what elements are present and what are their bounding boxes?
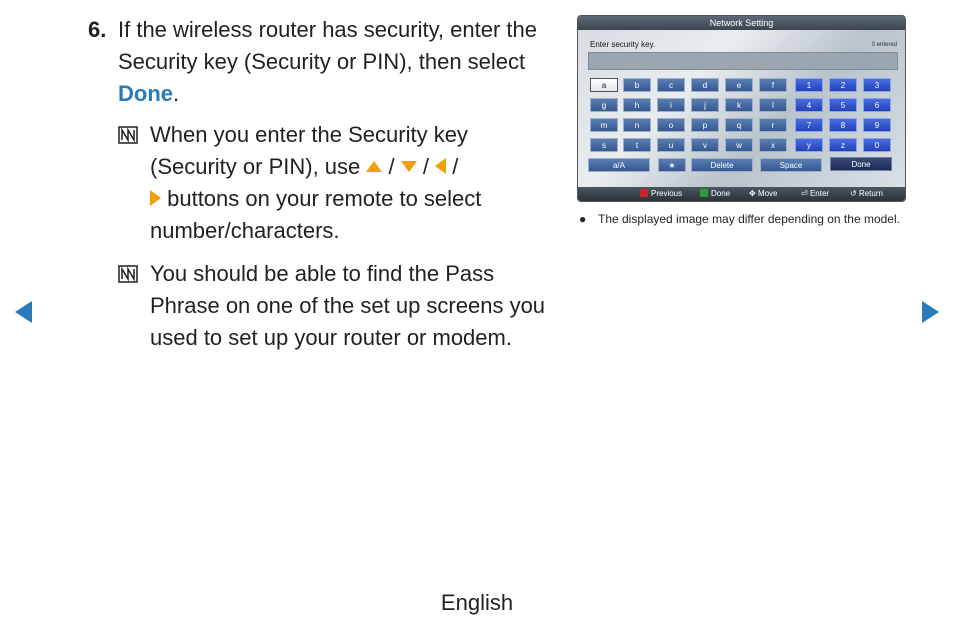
key-e: e <box>725 78 753 92</box>
arrow-down-icon <box>401 161 417 172</box>
help-return-label: Return <box>858 189 883 198</box>
help-move-label: Move <box>757 189 778 198</box>
note-icon <box>118 126 138 144</box>
key-o: o <box>657 118 685 132</box>
key-n: n <box>623 118 651 132</box>
key-y: y <box>795 138 823 152</box>
key-star: ★ <box>658 158 686 172</box>
next-page-arrow-icon[interactable] <box>922 301 939 323</box>
key-z: z <box>829 138 857 152</box>
entered-count: 0 entered <box>871 42 897 48</box>
arrow-left-icon <box>435 158 446 174</box>
security-key-label: Enter security key. <box>590 40 656 49</box>
key-p: p <box>691 118 719 132</box>
key-j: j <box>691 98 719 112</box>
help-previous-label: Previous <box>651 189 683 198</box>
red-button-icon <box>640 189 648 197</box>
key-6: 6 <box>863 98 891 112</box>
note-text <box>118 119 538 247</box>
key-g: g <box>590 98 618 112</box>
key-8: 8 <box>829 118 857 132</box>
move-icon: ✥ <box>749 189 756 198</box>
key-u: u <box>657 138 685 152</box>
key-f: f <box>759 78 787 92</box>
help-enter-label: Enter <box>809 189 830 198</box>
help-bar <box>578 187 905 201</box>
key-2: 2 <box>829 78 857 92</box>
key-r: r <box>759 118 787 132</box>
green-button-icon <box>700 189 708 197</box>
key-space: Space <box>760 158 822 172</box>
key-5: 5 <box>829 98 857 112</box>
note1-text-end: buttons on your remote to select number/characters. <box>150 186 482 243</box>
help-move <box>749 187 778 201</box>
note-icon <box>118 265 138 283</box>
note2-text: You should be able to find the Pass Phrase on one of the set up screens you used to set up your router or modem. <box>150 261 546 350</box>
security-key-input <box>588 52 898 70</box>
note1-text-start: When you enter the Security key (Security or PIN), use <box>150 122 468 179</box>
separator: / <box>416 154 436 179</box>
key-t: t <box>623 138 651 152</box>
help-done-label: Done <box>711 189 731 198</box>
image-caption <box>579 210 909 228</box>
help-done <box>700 187 730 201</box>
key-done: Done <box>830 157 892 171</box>
help-enter <box>801 187 829 201</box>
separator: / <box>382 154 401 179</box>
key-a: a <box>590 78 618 92</box>
network-setting-screenshot <box>577 15 906 202</box>
key-h: h <box>623 98 651 112</box>
key-delete: Delete <box>691 158 753 172</box>
arrow-up-icon <box>366 161 382 172</box>
arrow-right-icon <box>150 190 161 206</box>
screen-title: Network Setting <box>578 16 905 30</box>
key-k: k <box>725 98 753 112</box>
key-1: 1 <box>795 78 823 92</box>
key-v: v <box>691 138 719 152</box>
bullet: ● <box>579 212 587 226</box>
key-m: m <box>590 118 618 132</box>
help-previous <box>640 187 682 201</box>
help-return <box>850 187 883 201</box>
return-icon: ↺ <box>850 189 857 198</box>
step-number: 6. <box>88 17 107 42</box>
key-i: i <box>657 98 685 112</box>
key-x: x <box>759 138 787 152</box>
footer-language: English <box>440 590 514 615</box>
note-security-key <box>118 119 538 247</box>
key-q: q <box>725 118 753 132</box>
key-l: l <box>759 98 787 112</box>
key-d: d <box>691 78 719 92</box>
previous-page-arrow-icon[interactable] <box>15 301 32 323</box>
step-text-before: If the wireless router has security, enter the Security key (Security or PIN), then select <box>118 17 537 74</box>
key-s: s <box>590 138 618 152</box>
done-emphasis: Done <box>118 81 173 106</box>
separator: / <box>446 154 459 179</box>
key-9: 9 <box>863 118 891 132</box>
note-pass-phrase <box>118 258 858 354</box>
key-c: c <box>657 78 685 92</box>
step-text-after: . <box>173 81 180 106</box>
key-0: 0 <box>863 138 891 152</box>
key-w: w <box>725 138 753 152</box>
key-3: 3 <box>863 78 891 92</box>
caption-text: The displayed image may differ depending on the model. <box>598 212 900 226</box>
key-case-toggle: a/A <box>588 158 650 172</box>
enter-icon: ⏎ <box>801 189 808 198</box>
key-b: b <box>623 78 651 92</box>
key-7: 7 <box>795 118 823 132</box>
step-text <box>118 14 558 110</box>
key-4: 4 <box>795 98 823 112</box>
